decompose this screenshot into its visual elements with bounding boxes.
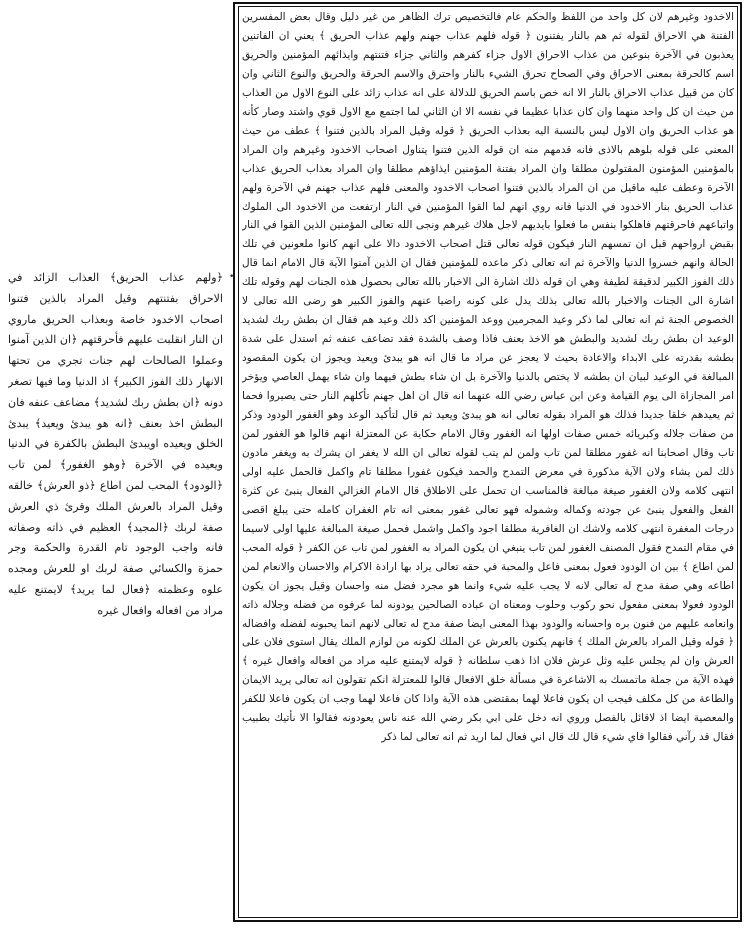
commentary-text-block	[242, 8, 734, 912]
commentary-paragraph: الاخدود وغيرهم لان كل واحد من اللفظ والحكم عام فالتخصيص ترك الظاهر من غير دليل وقال بعض المفسرين الفتنة هي الاحراق لقوله ثم هم بالنار يفتنون ﴿ قوله فلهم عذاب جهنم ولهم عذاب الحريق ﴾ يعني ان الفاتنين يعذبون في الآخرة بنوعين من عذاب الاحراق الاول جزاء كفرهم والثاني جزاء فتنتهم وايذائهم المؤمنين والحريق اسم كالحرقة بمعنى الاحراق وفي الصحاح تحرق الشيء بالنار واحترق والاسم الحرقة والحريق والنوع الثاني وان كان من قبيل عذاب الاحراق بالنار الا انه خص باسم الحريق للدلالة على انه عذاب زائد على النوع الاول من العذاب من حيث ان كل واحد منهما وان كان عذابا عظيما في نفسه الا ان الثاني لما اجتمع مع الاول قوي واشتد وصار كأنه هو عذاب الحريق وان الاول ليس بالنسبة اليه بعذاب الحريق ﴿ قوله وقيل المراد بالذين فتنوا ﴾ عطف من حيث المعنى على قوله بلوهم بالاذى فانه قدمهم منه ان قوله الذين فتنوا يتناول اصحاب الاخدود وغيرهم وان المراد بالمؤمنين المؤمنون المقتولون مطلقا وان المراد بفتنة المؤمنين ايذاؤهم مطلقا وان المراد بعذاب الحريق عذاب الآخرة وعطف عليه ماقيل من ان المراد بالذين فتنوا اصحاب الاخدود والمعنى فلهم عذاب جهنم في الآخرة ولهم عذاب الحريق بنار الاخدود في الدنيا فانه روي انهم لما القوا المؤمنين في النار ارتفعت من الاخدود الى الملوك واتباعهم فاحرقتهم فاهلكوا بنفس ما فعلوا بايديهم لاجل هلاك غيرهم ونجى الله تعالى المؤمنين الذين القوا في النار بقبض ارواحهم قبل ان تمسهم النار فيكون قوله تعالى قتل اصحاب الاخدود دالا على انهم كانوا ملعونين في تلك الحالة وانهم خسروا الدنيا والآخرة ثم انه تعالى ذكر ماعده للمؤمنين فقال ان الذين آمنوا الآية قال الامام انما قال ذلك الفوز الكبير لدقيقة لطيفة وهي ان قوله ذلك اشارة الى الاخبار بالله تعالى بحصول هذه الجنات لهم وقوله تلك اشارة الى الجنات والاخبار بالله تعالى بذلك يدل على كونه راضيا عنهم والفوز الكبير هو رضى الله تعالى لا الخصوص الجنة ثم انه تعالى لما ذكر وعيد المجرمين ووعد المؤمنين اكد ذلك وعيد هم فقال ان بطش ربك لشديد الوعيد ان بطش ربك لشديد والبطش هو الاخذ بعنف فاذا وصف بالشدة فقد تضاعف عنفه ثم استدل على شدة بطشه بقدرته على الابداء والاعادة بحيث لا يعجز عن مراد ما قال انه هو يبدئ ويعيد ويجوز ان يكون المقصود المبالغة في الوعيد لبيان ان بطشه لا يختص بالدنيا والآخرة بل ان شاء بطش فيهما وان شاء يهمل العاصي ويؤخر امر المجازاة الى يوم القيامة وعن ابن عباس رضي الله عنهما انه قال ان اهل جهنم تأكلهم النار حتى يصيروا فحما ثم يعيدهم خلقا جديدا فذلك هو المراد بقوله تعالى انه هو يبدئ ويعيد ثم قال لتأكيد الوعد وهو الغفور الودود وذكر من صفات جلاله وكبريائه خمس صفات اولها انه الغفور وقال الامام حكاية عن المعتزلة انهم قالوا هو الغفور لمن تاب وقال اصحابنا انه غفور مطلقا لمن تاب ولمن لم يتب لقوله تعالى ان الله لا يغفر ان يشرك به ويغفر مادون ذلك لمن يشاء ولان الآية مذكورة في معرض التمدح والحمد فيكون غفورا مطلقا تام واكمل فالحمل عليه اولى انتهى كلامه ولان الغفور صيغة مبالغة فالمناسب ان تحمل على الاطلاق قال الامام الغزالي الفعال ينبئ عن كثرة الفعل والفعول ينبئ عن جودته وكماله وشموله فهو تعالى غفور بمعنى انه تام الغفران كامله حتى يبلغ اقصى درجات المغفرة انتهى كلامه ولاشك ان الغافرية مطلقا اجود واكمل واشمل فحمل صيغة المبالغة عليها اولى لاسيما في مقام التمدح فقول المصنف الغفور لمن تاب ينبغي ان يكون المراد به الغفور لمن تاب عن الكفر ﴿ قوله المحب لمن اطاع ﴾ بين ان الودود فعول بمعنى فاعل والمحبة في حقه تعالى يراد بها ارادة الاكرام والاحسان والانعام لمن اطاعه وهي صفة مدح له تعالى لانه لا يجب عليه شيء وانما هو مجرد فضل منه واحسان وقيل يجوز ان يكون الودود فعولا بمعنى مفعول نحو ركوب وحلوب ومعناه ان عباده الصالحين يودونه لما عرفوه من فضله وجلاله ذاته وانعامه عليهم من فنون بره واحسانه والودود بهذا المعنى ايضا صفة مدح له تعالى لانهم انما يحبونه لفضله وافضاله ﴿ قوله وقيل المراد بالعرش الملك ﴾ فانهم يكنون بالعرش عن الملك لكونه من لوازم الملك يقال استوى فلان على العرش وان لم يجلس عليه وثل عرش فلان اذا ذهب سلطانه ﴿ قوله لايمتنع عليه مراد من افعاله وافعال غيره ﴾ فهذه الآية من جملة ماتمسك به الاشاعرة في مسألة خلق الافعال قالوا للمعتزلة انكم تقولون انه تعالى يريد الايمان والطاعة من كل مكلف فيجب ان يكون فاعلا لهما بمقتضى هذه الآية واذا كان فاعلا لهما وجب ان يكون فاعلا للكفر والمعصية ايضا اذ لاقائل بالفصل وروي انه دخل على ابي بكر رضي الله عنه ناس يعودونه فقالوا الا نأتيك بطبيب فقال قد رآني فقالوا فاي شيء قال لك قال اني فعال لما اريد ثم انه تعالى لما ذكر	[242, 11, 734, 744]
margin-tafsir-text-block	[8, 268, 223, 688]
margin-marker: •	[229, 272, 235, 282]
margin-tafsir-paragraph: ﴿ولهم عذاب الحريق﴾ العذاب الزائد في الاحراق بفتنتهم وقيل المراد بالذين فتنوا اصحاب الاخدود خاصة وبعذاب الحريق ماروي ان النار انقلبت عليهم فأحرقتهم ﴿ان الذين آمنوا وعملوا الصالحات لهم جنات تجري من تحتها الانهار ذلك الفوز الكبير﴾ اذ الدنيا وما فيها تصغر دونه ﴿ان بطش ربك لشديد﴾ مضاعف عنفه فان البطش اخذ بعنف ﴿انه هو يبدئ ويعيد﴾ يبدئ الخلق ويعيده اويبدئ البطش بالكفرة في الدنيا ويعيده في الآخرة ﴿وهو الغفور﴾ لمن تاب ﴿الودود﴾ المحب لمن اطاع ﴿ذو العرش﴾ خالقه وقيل المراد بالعرش الملك وقرئ ذي العرش صفة لربك ﴿المجيد﴾ العظيم في ذاته وصفاته فانه واجب الوجود تام القدرة والحكمة وجر حمزة والكسائي صفة لربك او للعرش ومجده علوه وعظمته ﴿فعال لما يريد﴾ لايمتنع عليه مراد من افعاله وافعال غيره	[8, 271, 223, 617]
